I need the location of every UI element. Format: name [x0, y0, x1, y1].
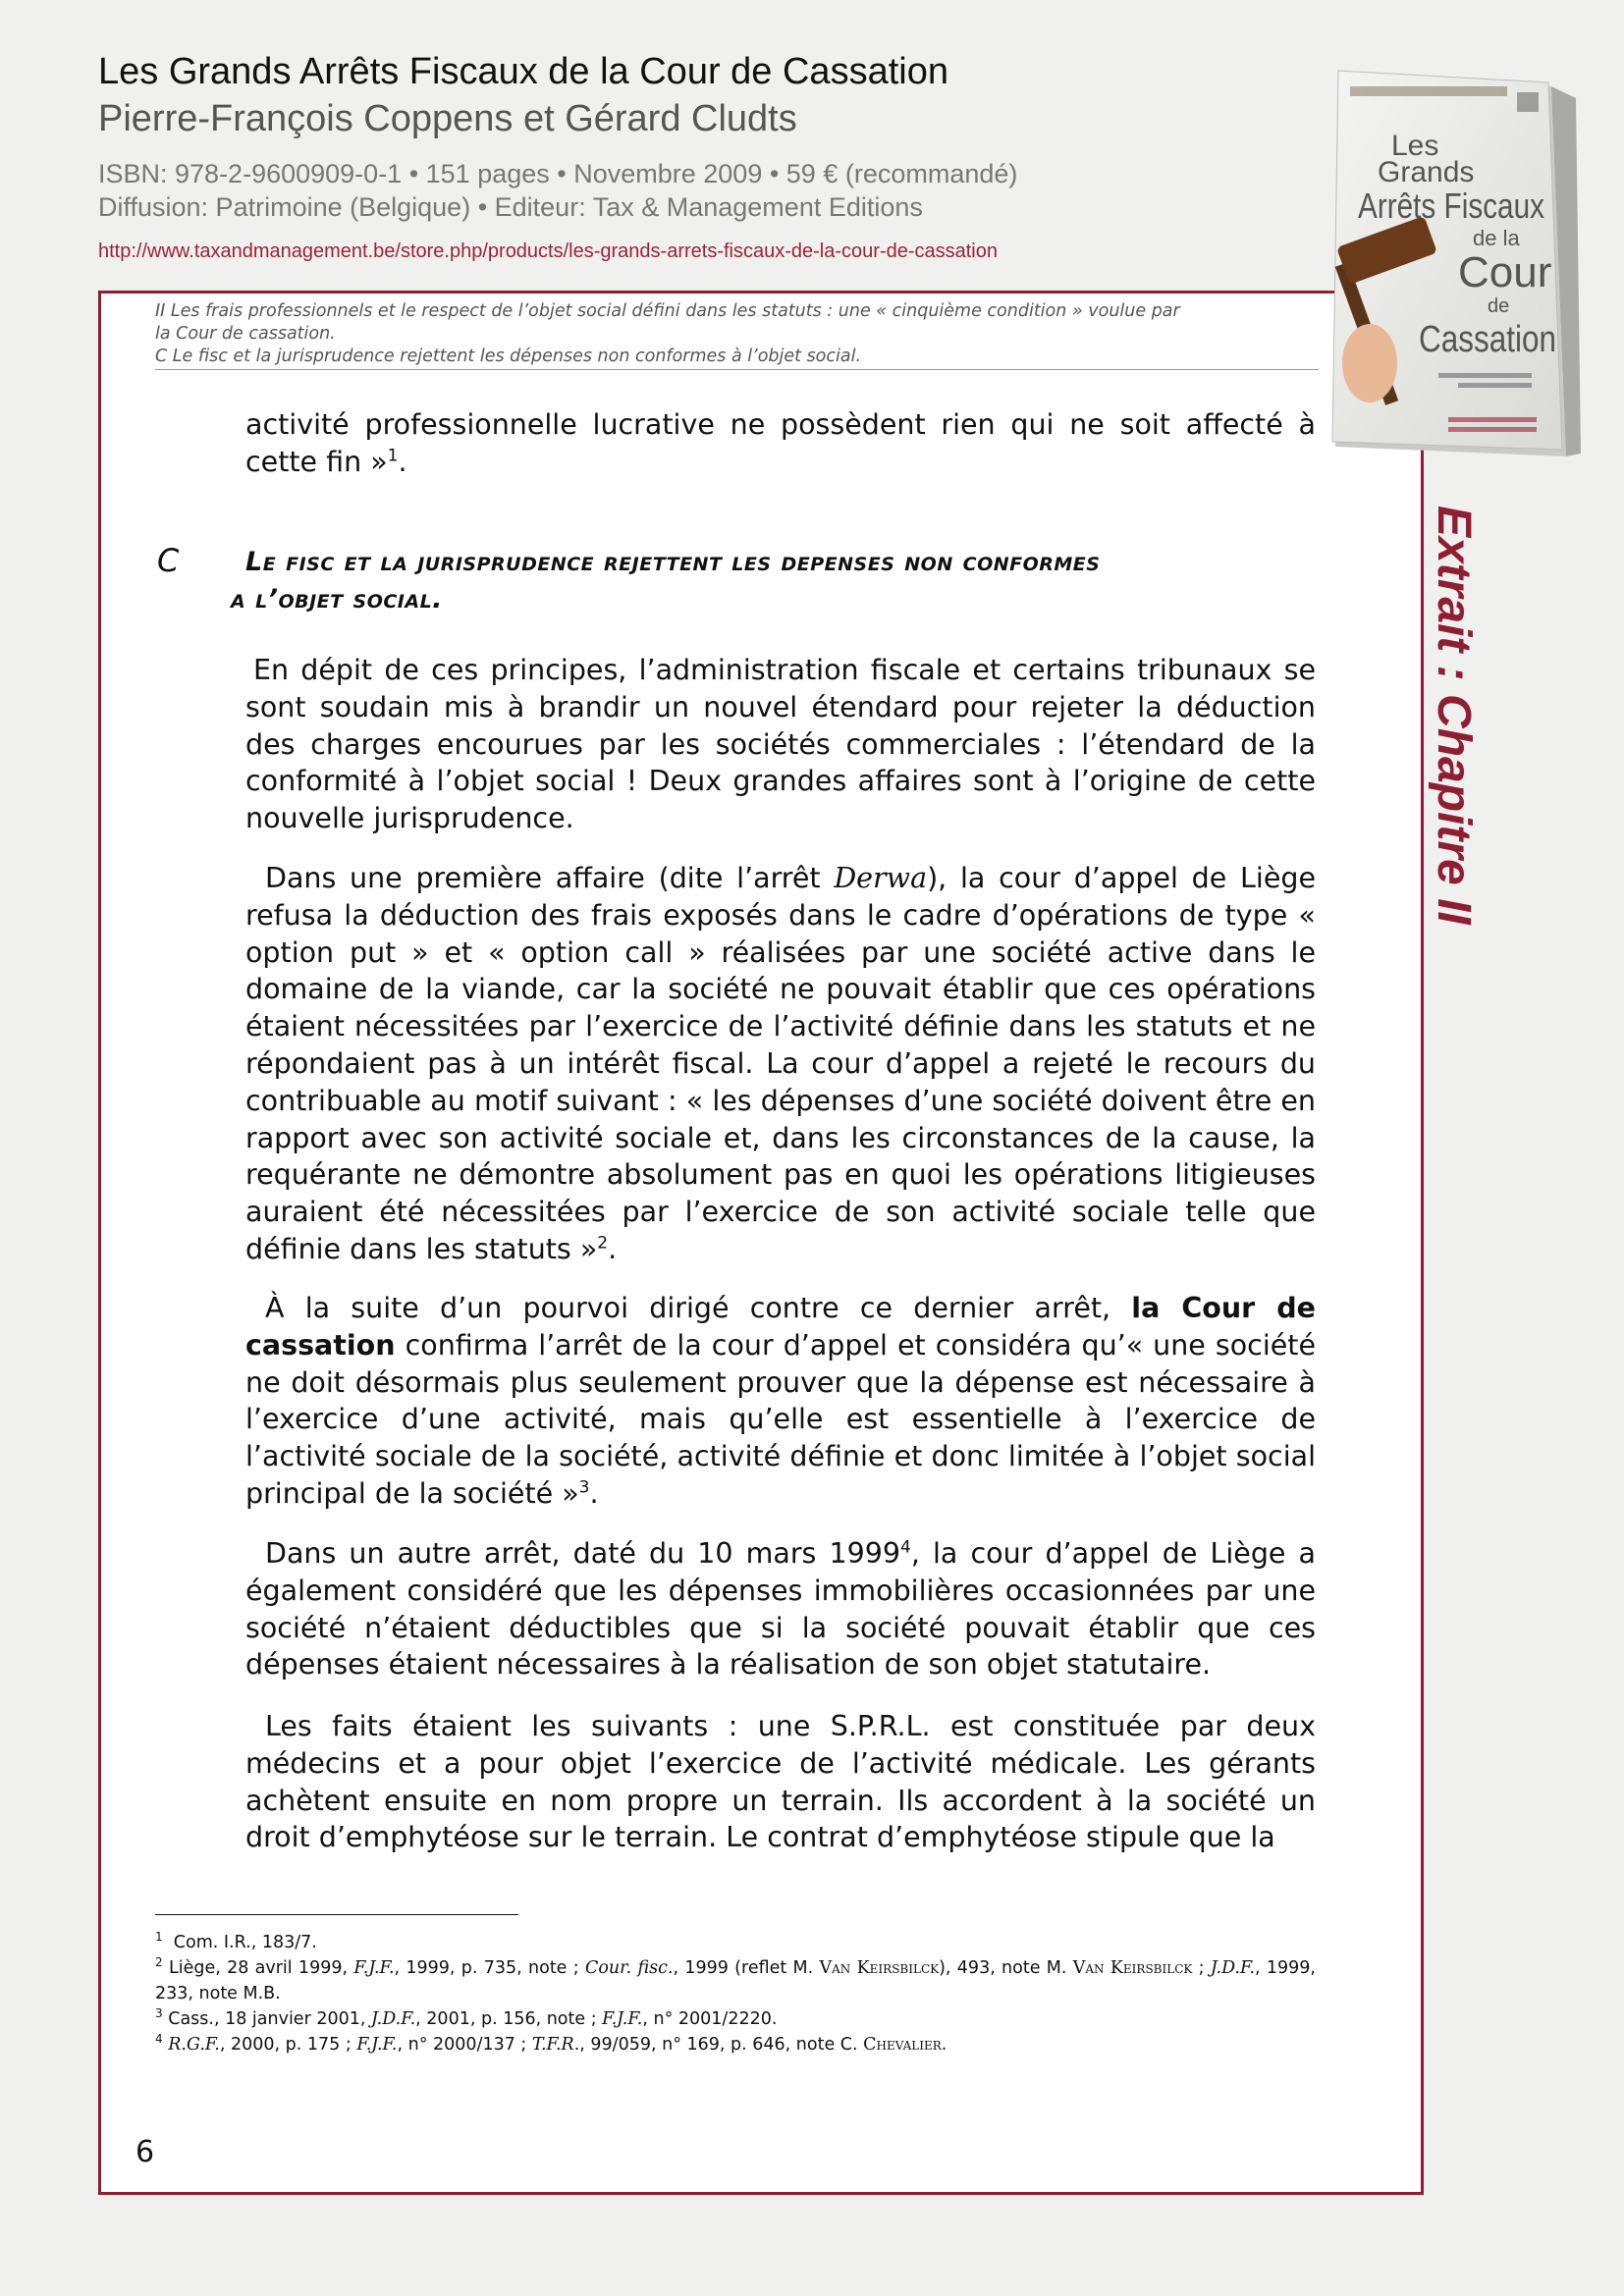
footnote-1: $^1$ Com. I.R., 183/7. — [155, 1930, 317, 1952]
cover-title-2: Grands — [1378, 156, 1475, 188]
book-title: Les Grands Arrêts Fiscaux de la Cour de Cassation — [98, 51, 948, 92]
footnote-ref: 1 — [387, 446, 399, 466]
page-number: 6 — [135, 2135, 155, 2169]
footnote-ref: 2 — [597, 1233, 609, 1254]
section-letter: C — [157, 542, 180, 579]
case-name: Derwa — [834, 862, 928, 894]
cover-title-6: de — [1488, 295, 1510, 317]
cover-title-5: Cour — [1458, 248, 1552, 296]
paragraph-1: En dépit de ces principes, l’administration fiscale et certains tribunaux se sont soudain mis à brandir un nouvel étendard pour rejeter la déduction des charges encourues par les sociétés commerciales : l’étendard de la conformité à l’objet social ! Deux grandes affaires sont à l’origine de cette nouvelle jurisprudence. — [245, 654, 1316, 835]
chapter-side-label: Extrait : Chapitre II — [1428, 506, 1480, 925]
cover-title-3: Arrêts Fiscaux — [1358, 186, 1544, 226]
paragraph-5: Les faits étaient les suivants : une S.P.R.L. est constituée par deux médecins et a pour objet l’exercice de l’activité médicale. Les gérants achètent ensuite en nom propre un terrain. Ils accordent à la société un droit d’emphytéose sur le terrain. Le contrat d’emphytéose stipule que la — [245, 1710, 1316, 1854]
cover-title-7: Cassation — [1419, 319, 1556, 360]
footnote-3: $^3$ Cass., 18 janvier 2001, J.D.F., 2001, p. 156, note ; F.J.F., n° 2001/2220. — [155, 2006, 778, 2029]
isbn-line: ISBN: 978-2-9600909-0-1 • 151 pages • Novembre 2009 • 59 € (recommandé) — [98, 159, 1018, 188]
cover-title-1: Les — [1391, 130, 1439, 162]
cover-title-4: de la — [1473, 226, 1520, 250]
running-head — [155, 300, 1319, 368]
running-head-line: C Le fisc et la jurisprudence rejettent les dépenses non conformes à l’objet social. — [155, 347, 862, 366]
paragraph-2: Dans une première affaire (dite l’arrêt Derwa), la cour d’appel de Liège refusa la déduction des frais exposés dans le cadre d’opérations de type « option put » et « option call » réalisées par une société active dans le domaine de la viande, car la société ne pouvait établir que ces opérations étaient nécessitées par l’exercice de l’activité définie dans les statuts et ne répondaient pas à un intérêt fiscal. La cour d’appel a rejeté le recours du contribuable au motif suivant : « les dépenses d’une société doivent être en rapport avec son activité sociale et, dans les circonstances de la cause, la requérante ne démontre absolument pas en quoi les opérations litigieuses auraient été nécessitées par l’exercice de son activité sociale telle que définie dans les statuts »$^2$. — [245, 862, 1316, 1265]
section-title: Le fisc et la jurisprudence rejettent les depenses non conformes a l’objet social. — [231, 547, 1101, 614]
book-cover-illustration — [1330, 69, 1581, 461]
running-head-line: la Cour de cassation. — [155, 324, 336, 344]
running-head-line: II Les frais professionnels et le respect de l’objet social défini dans les statuts : une « cinquième condition » voulue par — [155, 301, 1180, 321]
footnote-2: $^2$ Liège, 28 avril 1999, F.J.F., 1999, p. 735, note ; Cour. fisc., 1999 (reflet M. Van Keirsbilck), 493, note M. Van Keirsbilck ; J.D.F., 1999, 233, note M.B. — [155, 1955, 1316, 2003]
footnote-ref: 4 — [900, 1537, 911, 1558]
running-head-rule — [155, 369, 1319, 370]
store-link[interactable]: http://www.taxandmanagement.be/store.php/products/les-grands-arrets-fiscaux-de-la-cour-de-cassation — [98, 240, 998, 262]
paragraph-4: Dans un autre arrêt, daté du 10 mars 1999$^4$, la cour d’appel de Liège a également considéré que les dépenses immobilières occasionnées par une société n’étaient déductibles que si la société pouvait établir que ces dépenses étaient nécessaires à la réalisation de son objet statutaire. — [245, 1537, 1317, 1682]
book-authors: Pierre-François Coppens et Gérard Cludts — [98, 98, 797, 139]
footnote-rule — [155, 1914, 518, 1915]
footnote-4: $^4$ R.G.F., 2000, p. 175 ; F.J.F., n° 2000/137 ; T.F.R., 99/059, n° 169, p. 646, note C. Chevalier. — [155, 2032, 947, 2055]
diffusion-line: Diffusion: Patrimoine (Belgique) • Editeur: Tax & Management Editions — [98, 192, 923, 222]
book-cover — [1330, 69, 1581, 461]
emphasis-cour-de-cassation: la Cour de cassation — [245, 1292, 1316, 1362]
footnotes — [155, 1930, 1316, 2057]
paragraph-3: À la suite d’un pourvoi dirigé contre ce dernier arrêt, la Cour de cassation confirma l’arrêt de la cour d’appel et considéra qu’« une société ne doit désormais plus seulement prouver que la dépense est nécessaire à l’exercice d’une activité, mais qu’elle est essentielle à l’exercice de l’activité sociale de la société, activité définie et donc limitée à l’objet social principal de la société »$^3$. — [245, 1292, 1316, 1510]
intro-paragraph: activité professionnelle lucrative ne possèdent rien qui ne soit affecté à cette fin »$^1$. — [245, 408, 1316, 478]
footnote-ref: 3 — [578, 1477, 590, 1498]
